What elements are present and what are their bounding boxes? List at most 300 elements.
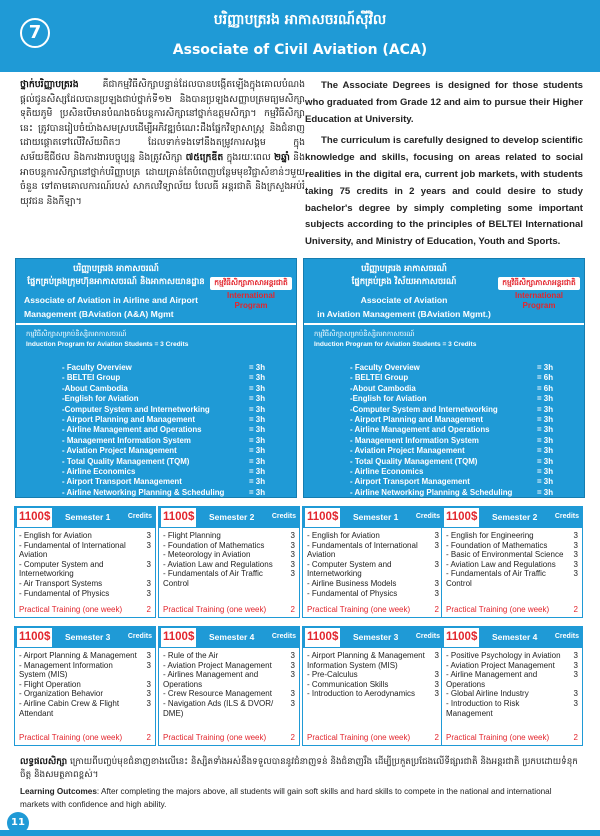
course-name: - Computer System and Internetworking xyxy=(19,559,104,579)
semester-name: Semester 3 xyxy=(65,632,111,642)
course-credits: 3 xyxy=(573,531,578,540)
course-name: - Organization Behavior xyxy=(19,689,104,699)
course-credits: 3 xyxy=(290,540,295,550)
course-hours: = 3h xyxy=(537,394,554,404)
semester-course-row xyxy=(446,541,578,551)
semester-course-row xyxy=(163,541,295,551)
semester-box xyxy=(14,626,156,746)
course-hours: = 3h xyxy=(249,404,266,414)
induction-course-list xyxy=(350,363,565,498)
course-name: - Global Airline Industry xyxy=(446,689,529,699)
course-credits: 3 xyxy=(573,698,578,708)
course-name: - Navigation Ads (ILS & DVOR/ DME) xyxy=(163,698,274,718)
semester-course-list xyxy=(303,648,443,699)
induction-course-row xyxy=(62,457,277,467)
practical-training-credits: 2 xyxy=(573,605,578,614)
course-name: -About Cambodia xyxy=(350,383,416,393)
course-hours: = 3h xyxy=(249,487,266,497)
semester-course-row xyxy=(163,670,295,689)
practical-training-row xyxy=(446,605,578,614)
course-hours: = 3h xyxy=(537,477,554,487)
outcomes-khmer-lead: លទ្ធផលសិក្សា xyxy=(20,757,68,767)
course-credits: 3 xyxy=(290,670,295,680)
credits-label: Credits xyxy=(415,633,440,640)
course-credits: 3 xyxy=(146,651,151,660)
induction-course-row xyxy=(62,446,277,456)
outcomes-body: : After completing the majors above, all students will gain soft skills and hard skills to compete in the national and international markets with confidence and high ability. xyxy=(20,787,552,809)
course-credits: 3 xyxy=(573,569,578,579)
semester-course-row xyxy=(19,579,151,589)
course-credits: 3 xyxy=(290,569,295,579)
course-name: - Total Quality Management (TQM) xyxy=(62,456,190,466)
course-name: -About Cambodia xyxy=(62,383,128,393)
semester-header xyxy=(442,507,582,528)
practical-training-label: Practical Training (one week) xyxy=(446,605,550,614)
semester-name: Semester 3 xyxy=(353,632,399,642)
international-program-badge xyxy=(498,277,580,310)
induction-course-row xyxy=(350,477,565,487)
course-hours: = 6h xyxy=(537,383,554,393)
practical-training-label: Practical Training (one week) xyxy=(19,733,123,742)
practical-training-label: Practical Training (one week) xyxy=(163,605,267,614)
semester-price: 1100$ xyxy=(305,628,340,647)
semester-course-row xyxy=(163,531,295,541)
intro-khmer-mid: ក្នុងរយៈពេល xyxy=(223,151,271,163)
course-credits: 3 xyxy=(573,550,578,560)
credits-label: Credits xyxy=(271,633,296,640)
induction-course-row xyxy=(62,415,277,425)
course-name: - English for Aviation xyxy=(307,531,380,540)
semester-course-row xyxy=(19,651,151,661)
induction-course-row xyxy=(350,436,565,446)
semester-course-row xyxy=(163,550,295,560)
program-panel-airline-airport xyxy=(15,258,297,498)
semester-course-row xyxy=(19,680,151,690)
program-title-line1: Associate of Aviation xyxy=(360,295,448,305)
course-name: - Management Information System xyxy=(62,435,191,445)
course-credits: 3 xyxy=(146,679,151,689)
induction-course-row xyxy=(62,384,277,394)
semester-course-row xyxy=(19,699,151,718)
semester-name: Semester 1 xyxy=(65,512,111,522)
international-program-badge xyxy=(210,277,292,310)
practical-training-label: Practical Training (one week) xyxy=(307,605,411,614)
semester-price: 1100$ xyxy=(161,628,196,647)
program-title-khmer: បរិញ្ញាបត្ររង អាកាសចរណ៍ xyxy=(361,264,447,274)
semester-header xyxy=(303,507,443,528)
course-name: - Airport Planning & Management Information System (MIS) xyxy=(307,651,425,670)
semester-name: Semester 1 xyxy=(353,512,399,522)
course-credits: 3 xyxy=(434,689,439,699)
course-credits: 3 xyxy=(434,679,439,689)
practical-training-label: Practical Training (one week) xyxy=(19,605,123,614)
induction-course-row xyxy=(62,405,277,415)
program-title xyxy=(304,293,504,321)
practical-training-row xyxy=(446,733,578,742)
course-name: -Computer System and Internetworking xyxy=(350,404,498,414)
course-credits: 3 xyxy=(434,588,439,598)
course-hours: = 3h xyxy=(537,446,554,456)
practical-training-row xyxy=(19,605,151,614)
semester-header xyxy=(15,507,155,528)
course-credits: 3 xyxy=(290,689,295,699)
semester-course-list xyxy=(15,528,155,598)
practical-training-row xyxy=(307,733,439,742)
panel-divider xyxy=(304,323,584,325)
course-credits: 3 xyxy=(146,698,151,708)
learning-outcomes xyxy=(20,786,580,812)
course-name: - Total Quality Management (TQM) xyxy=(350,456,478,466)
course-name: - Rule of the Air xyxy=(163,651,219,660)
induction-course-row xyxy=(350,363,565,373)
course-credits: 3 xyxy=(146,559,151,569)
induction-course-row xyxy=(350,394,565,404)
semester-name: Semester 4 xyxy=(209,632,255,642)
semester-course-list xyxy=(303,528,443,598)
practical-training-credits: 2 xyxy=(290,733,295,742)
course-name: - Airline Networking Planning & Scheduling xyxy=(350,487,513,497)
section-number-badge: 7 xyxy=(20,18,50,48)
semester-course-row xyxy=(163,651,295,661)
course-name: - Aviation Project Management xyxy=(163,660,272,670)
course-name: - Pre-Calculus xyxy=(307,670,358,680)
course-name: - Airline Management and Operations xyxy=(62,425,202,435)
course-credits: 3 xyxy=(290,559,295,569)
course-hours: = 3h xyxy=(249,466,266,476)
course-name: - English for Aviation xyxy=(19,531,92,540)
practical-training-credits: 2 xyxy=(146,733,151,742)
course-credits: 3 xyxy=(573,651,578,660)
induction-title-khmer: កម្មវិធីសិក្សាសម្រាប់និស្សិតអាកាសចរណ៍ xyxy=(314,330,415,338)
semester-name: Semester 2 xyxy=(492,512,538,522)
course-name: - Crew Resource Management xyxy=(163,689,272,699)
badge-line2: Program xyxy=(522,301,556,310)
semester-course-row xyxy=(19,689,151,699)
intro-khmer-years: ២ឆ្នាំ xyxy=(273,151,290,163)
course-name: - Meteorology in Aviation xyxy=(163,550,251,560)
practical-training-row xyxy=(163,733,295,742)
course-credits: 3 xyxy=(146,540,151,550)
credits-label: Credits xyxy=(415,513,440,520)
course-name: - Basic of Environmental Science xyxy=(446,550,564,560)
semester-header xyxy=(442,627,582,648)
course-hours: = 3h xyxy=(249,373,266,383)
semester-header xyxy=(303,627,443,648)
induction-course-row xyxy=(350,467,565,477)
practical-training-row xyxy=(19,733,151,742)
course-hours: = 3h xyxy=(249,446,266,456)
badge-line2: Program xyxy=(234,301,268,310)
page-title: Associate of Civil Aviation (ACA) xyxy=(172,42,428,58)
course-credits: 3 xyxy=(146,531,151,540)
outcomes-lead: Learning Outcomes xyxy=(20,787,97,796)
course-name: - Airline Business Models xyxy=(307,578,397,588)
semester-header xyxy=(159,627,299,648)
course-name: - Foundation of Mathematics xyxy=(446,540,548,550)
induction-course-row xyxy=(62,467,277,477)
course-credits: 3 xyxy=(573,559,578,569)
course-name: - Faculty Overview xyxy=(350,363,420,372)
course-hours: = 3h xyxy=(249,456,266,466)
semester-course-list xyxy=(442,528,582,589)
semester-box xyxy=(158,506,300,618)
program-subtitle-khmer: ផ្នែកគ្រប់គ្រងក្រុមហ៊ុនអាកាសចរណ៍ និងអាកាសយានដ្ឋាន xyxy=(27,277,205,287)
course-name: - Positive Psychology in Aviation xyxy=(446,651,561,660)
course-credits: 3 xyxy=(434,540,439,550)
course-name: - Fundamental of International Aviation xyxy=(19,540,126,560)
induction-course-row xyxy=(62,373,277,383)
page-header xyxy=(0,0,600,72)
course-name: - Flight Operation xyxy=(19,679,81,689)
semester-course-row xyxy=(446,699,578,718)
semester-course-row xyxy=(446,689,578,699)
semester-course-row xyxy=(307,560,439,579)
badge-line1: International xyxy=(226,291,275,300)
course-hours: = 3h xyxy=(249,414,266,424)
course-hours: = 3h xyxy=(249,435,266,445)
course-name: -Computer System and Internetworking xyxy=(62,404,210,414)
semester-course-row xyxy=(446,560,578,570)
semester-course-row xyxy=(446,569,578,588)
practical-training-credits: 2 xyxy=(146,605,151,614)
course-credits: 3 xyxy=(434,578,439,588)
credits-label: Credits xyxy=(271,513,296,520)
semester-course-row xyxy=(19,541,151,560)
induction-course-row xyxy=(62,477,277,487)
semester-course-row xyxy=(307,589,439,599)
course-hours: = 3h xyxy=(249,363,266,372)
induction-course-row xyxy=(350,405,565,415)
course-name: - Management Information System (MIS) xyxy=(19,660,113,680)
outcomes-khmer-body: ក្រោយពីបញ្ចប់មុខជំនាញខាងលើនេះ និស្សិតទាំងអស់នឹងទទួលបាននូវជំនាញទន់ និងជំនាញរឹង ដើម្បីប្រកួតប្រជែងលើទីផ្សារជាតិ និងអន្តរជាតិ ប្រកបដោយទំនុកចិត្ត និងសមត្ថភាពខ្ពស់។ xyxy=(20,757,578,780)
course-name: - Airline Management and Operations xyxy=(350,425,490,435)
course-credits: 3 xyxy=(434,531,439,540)
intro-khmer-credits: ៧៥ក្រេឌីត xyxy=(185,151,224,163)
course-hours: = 3h xyxy=(537,466,554,476)
induction-course-row xyxy=(350,457,565,467)
semester-course-row xyxy=(307,680,439,690)
course-credits: 3 xyxy=(146,660,151,670)
course-name: - Fundamentals of Air Traffic Control xyxy=(446,569,546,588)
course-name: - Introduction to Aerodynamics xyxy=(307,689,416,699)
course-hours: = 3h xyxy=(537,404,554,414)
semester-course-row xyxy=(163,689,295,699)
semester-course-row xyxy=(307,541,439,560)
program-panel-aviation-management xyxy=(303,258,585,498)
course-credits: 3 xyxy=(146,689,151,699)
induction-course-row xyxy=(350,425,565,435)
program-title-line2: in Aviation Management (BAviation Mgmt.) xyxy=(317,309,491,319)
semester-course-list xyxy=(159,648,299,718)
course-name: - BELTEI Group xyxy=(62,373,121,383)
course-name: - Airline Economics xyxy=(350,466,424,476)
course-name: - Airline Management and Operations xyxy=(446,670,538,689)
course-credits: 3 xyxy=(290,660,295,670)
semester-header xyxy=(159,507,299,528)
semester-course-row xyxy=(163,699,295,718)
semester-course-row xyxy=(19,661,151,680)
course-hours: = 3h xyxy=(249,425,266,435)
course-name: - Airlines Management and Operations xyxy=(163,670,259,689)
course-name: - Faculty Overview xyxy=(62,363,132,372)
course-name: - Aviation Project Management xyxy=(446,660,555,670)
course-name: - Airline Cabin Crew & Flight Attendant xyxy=(19,698,120,718)
practical-training-credits: 2 xyxy=(434,605,439,614)
course-name: - Aviation Project Management xyxy=(350,446,465,456)
induction-course-row xyxy=(62,425,277,435)
course-hours: = 3h xyxy=(537,414,554,424)
semester-course-row xyxy=(446,531,578,541)
course-name: - Airport Transport Management xyxy=(62,477,182,487)
induction-course-row xyxy=(350,373,565,383)
course-name: - Management Information System xyxy=(350,435,479,445)
semester-course-row xyxy=(19,560,151,579)
course-credits: 3 xyxy=(146,578,151,588)
semester-price: 1100$ xyxy=(17,508,52,527)
course-name: - Airport Transport Management xyxy=(350,477,470,487)
intro-english xyxy=(305,78,583,256)
course-name: - Fundamental of Physics xyxy=(307,588,398,598)
semester-course-list xyxy=(15,648,155,718)
semester-course-row xyxy=(163,560,295,570)
intro-english-p1: The Associate Degrees is designed for those students who graduated from Grade 12 and aim to pursue their Higher Education at University. xyxy=(305,80,583,125)
footer-bar xyxy=(0,830,600,836)
semester-course-row xyxy=(163,569,295,588)
badge-khmer: កម្មវិធីសិក្សាភាសាអន្តរជាតិ xyxy=(498,277,580,290)
course-name: -English for Aviation xyxy=(62,394,139,404)
course-credits: 3 xyxy=(434,670,439,680)
intro-khmer xyxy=(20,78,305,209)
course-name: - Airline Networking Planning & Scheduling xyxy=(62,487,225,497)
semester-price: 1100$ xyxy=(444,508,479,527)
course-credits: 3 xyxy=(434,651,439,660)
intro-khmer-body: គឺជាកម្មវិធីសិក្សាបន្ទាន់ដែលបានបង្កើតឡើងក្នុងគោលបំណងផ្ដល់ជូនសិស្សដែលបានប្រឡងជាប់ថ្នាក់ទី១២ និងបានប្រឡងសញ្ញាបត្រមធ្យមសិក្សាទុតិយភូមិ ប្រសិនបើមានបំណងចង់បន្តការសិក្សានៅថ្នាក់ឧត្តមសិក្សា។ កម្មវិធីសិក្សានេះ ត្រូវបានរៀបចំយ៉ាងសមស្របដើម្បីអភិវឌ្ឍចំណេះដឹងផ្នែកវិទ្យាសាស្ត្រ និងជំនាញ ដោយផ្ដោតទៅលើវិស័យពិតៗ ដែលទាក់ទងទៅនឹងតម្រូវការសង្គម ក្នុងសម័យឌីជីថល និងការងារបច្ចុប្បន្ន និងត្រូវសិក្សា xyxy=(20,79,305,163)
semester-course-row xyxy=(19,531,151,541)
course-name: - Aviation Law and Regulations xyxy=(446,559,556,569)
intro-khmer-tail: និងអាចបន្តការសិក្សានៅថ្នាក់បរិញ្ញាបត្រ ដោយគ្រាន់តែបំពេញបន្ថែមមុខវិជ្ជាសំខាន់ៗមួយចំនួន ទៅតាមគោលការណ៍របស់ សាកលវិទ្យាល័យ បែលធី អន្តរជាតិ និងក្រសួងអប់រំ យុវជន និងកីឡា។ xyxy=(20,151,305,207)
course-hours: = 6h xyxy=(537,373,554,383)
course-name: - BELTEI Group xyxy=(350,373,409,383)
course-hours: = 3h xyxy=(249,394,266,404)
semester-course-row xyxy=(307,531,439,541)
credits-label: Credits xyxy=(554,633,579,640)
course-credits: 3 xyxy=(573,689,578,699)
program-title-line1: Associate of Aviation in Airline and Airport xyxy=(24,295,198,305)
induction-course-row xyxy=(350,446,565,456)
course-credits: 3 xyxy=(290,550,295,560)
practical-training-label: Practical Training (one week) xyxy=(163,733,267,742)
panel-divider xyxy=(16,323,296,325)
practical-training-credits: 2 xyxy=(434,733,439,742)
course-credits: 3 xyxy=(573,540,578,550)
induction-course-row xyxy=(350,384,565,394)
course-credits: 3 xyxy=(573,670,578,680)
course-name: - Fundamental of Physics xyxy=(19,588,110,598)
page-title-khmer: បរិញ្ញាបត្ររង អាកាសចរណ៍ស៊ីវិល xyxy=(213,12,387,28)
semester-price: 1100$ xyxy=(444,628,479,647)
course-name: - Aviation Project Management xyxy=(62,446,177,456)
practical-training-credits: 2 xyxy=(290,605,295,614)
credits-label: Credits xyxy=(127,633,152,640)
induction-course-row xyxy=(350,488,565,498)
page-number: 11 xyxy=(7,812,29,834)
semester-header xyxy=(15,627,155,648)
course-name: - Computer System and Internetworking xyxy=(307,559,392,579)
course-hours: = 3h xyxy=(249,383,266,393)
induction-title-khmer: កម្មវិធីសិក្សាសម្រាប់និស្សិតអាកាសចរណ៍ xyxy=(26,330,127,338)
course-credits: 3 xyxy=(146,588,151,598)
course-name: - Airport Planning and Management xyxy=(350,414,483,424)
course-credits: 3 xyxy=(434,559,439,569)
course-hours: = 3h xyxy=(537,456,554,466)
badge-khmer: កម្មវិធីសិក្សាភាសាអន្តរជាតិ xyxy=(210,277,292,290)
semester-name: Semester 4 xyxy=(492,632,538,642)
course-name: - Air Transport Systems xyxy=(19,578,103,588)
course-name: - Airport Planning & Management xyxy=(19,651,137,660)
course-name: - Foundation of Mathematics xyxy=(163,540,265,550)
induction-course-row xyxy=(62,394,277,404)
semester-course-row xyxy=(446,670,578,689)
semester-course-row xyxy=(307,689,439,699)
course-hours: = 3h xyxy=(537,435,554,445)
practical-training-row xyxy=(163,605,295,614)
semester-course-list xyxy=(442,648,582,718)
course-credits: 3 xyxy=(290,531,295,540)
semester-box xyxy=(302,506,444,618)
course-credits: 3 xyxy=(290,651,295,660)
induction-course-row xyxy=(62,363,277,373)
semester-box xyxy=(441,506,583,618)
course-credits: 3 xyxy=(290,698,295,708)
semester-course-row xyxy=(446,550,578,560)
semester-price: 1100$ xyxy=(161,508,196,527)
credits-label: Credits xyxy=(127,513,152,520)
course-name: - Aviation Law and Regulations xyxy=(163,559,273,569)
program-title-khmer: បរិញ្ញាបត្ររង អាកាសចរណ៍ xyxy=(73,264,159,274)
course-name: - Introduction to Risk Management xyxy=(446,698,520,718)
induction-title: Induction Program for Aviation Students = 3 Credits xyxy=(26,341,189,348)
practical-training-row xyxy=(307,605,439,614)
semester-box xyxy=(158,626,300,746)
semester-course-row xyxy=(163,661,295,671)
course-hours: = 3h xyxy=(537,425,554,435)
semester-course-row xyxy=(446,651,578,661)
semester-box xyxy=(14,506,156,618)
course-hours: = 3h xyxy=(249,477,266,487)
semester-course-row xyxy=(307,579,439,589)
induction-course-row xyxy=(62,436,277,446)
practical-training-label: Practical Training (one week) xyxy=(307,733,411,742)
course-hours: = 3h xyxy=(537,487,554,497)
course-name: - Airport Planning and Management xyxy=(62,414,195,424)
course-name: - Fundamentals of Air Traffic Control xyxy=(163,569,263,588)
learning-outcomes-khmer xyxy=(20,756,585,781)
semester-course-row xyxy=(19,589,151,599)
course-name: - Communication Skills xyxy=(307,679,389,689)
practical-training-credits: 2 xyxy=(573,733,578,742)
semester-box xyxy=(302,626,444,746)
semester-course-row xyxy=(307,670,439,680)
course-name: - Fundamentals of International Aviation xyxy=(307,540,418,560)
semester-price: 1100$ xyxy=(17,628,52,647)
semester-price: 1100$ xyxy=(305,508,340,527)
intro-khmer-lead: ថ្នាក់បរិញ្ញាបត្ររង xyxy=(20,79,79,90)
course-credits: 3 xyxy=(573,660,578,670)
semester-course-row xyxy=(307,651,439,670)
course-name: -English for Aviation xyxy=(350,394,427,404)
induction-title: Induction Program for Aviation Students = 3 Credits xyxy=(314,341,477,348)
badge-line1: International xyxy=(514,291,563,300)
